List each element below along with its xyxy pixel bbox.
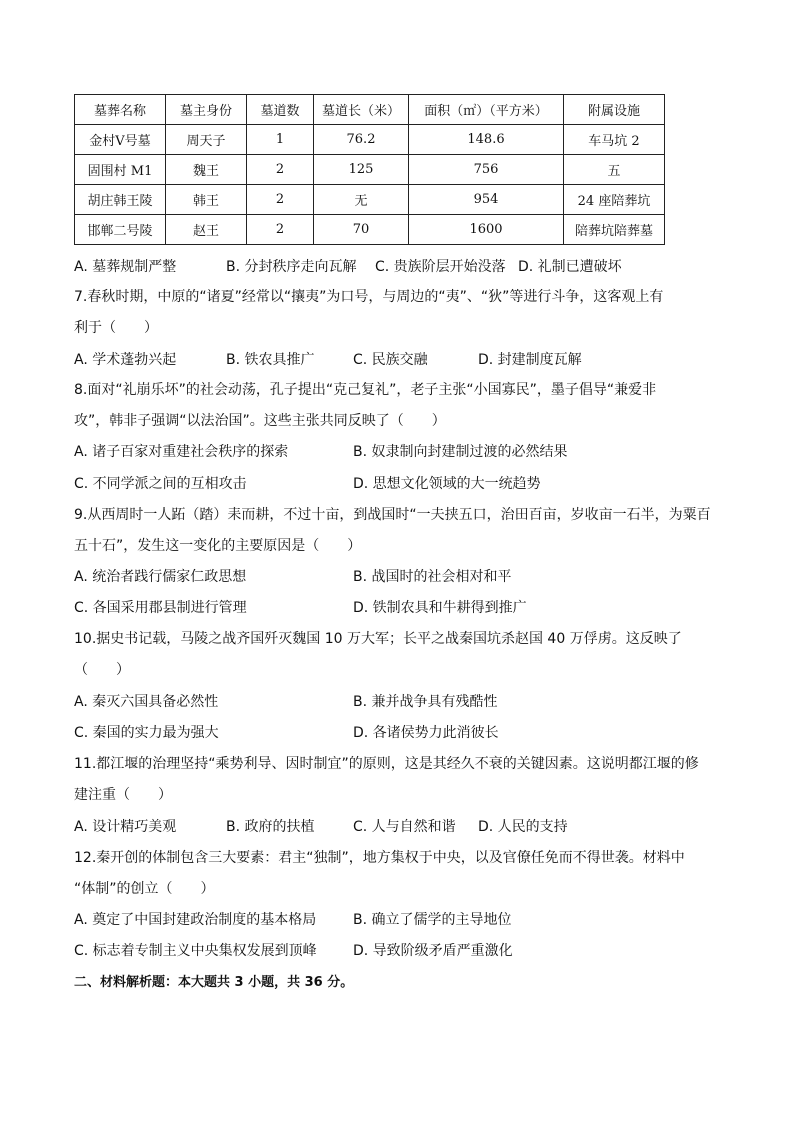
table-cell: 邯郸二号陵 [75,215,166,245]
q11-stem-line1: 11.都江堰的治理坚持“乘势利导、因时制宜”的原则，这是其经久不衰的关键因素。这说明都江堰的修 [74,756,699,772]
table-header: 面积（㎡）（平方米） [409,95,564,125]
q12-stem-line1: 12.秦开创的体制包含三大要素：君主“独制”，地方集权于中央，以及官僚任免而不得世袭。材料中 [74,850,685,866]
table-cell: 魏王 [166,155,247,185]
q10-stem-line2: （ ） [74,662,130,678]
q10-option-b: B. 兼并战争具有残酷性 [353,694,498,710]
table-cell: 固围村 M1 [75,155,166,185]
q12-option-a: A. 奠定了中国封建政治制度的基本格局 [74,912,317,928]
q8-option-d: D. 思想文化领域的大一统趋势 [353,476,541,492]
q7-option-c: C. 民族交融 [353,352,428,368]
table-cell: 韩王 [166,185,247,215]
q10-stem-line1: 10.据史书记载，马陵之战齐国歼灭魏国 10 万大军；长平之战秦国坑杀赵国 40 万俘虏。这反映了 [74,631,682,647]
table-cell: 148.6 [409,125,564,155]
q7-stem-line2: 利于（ ） [74,320,158,336]
q10-option-c: C. 秦国的实力最为强大 [74,725,219,741]
q9-stem-line1: 9.从西周时一人跖（踏）耒而耕，不过十亩，到战国时“一夫挟五口，治田百亩，岁收亩一石半，为粟百 [74,507,711,523]
q6-option-a: A. 墓葬规制严整 [74,259,177,275]
q11-option-d: D. 人民的支持 [478,819,568,835]
table-header: 墓道长（米） [314,95,409,125]
q11-option-a: A. 设计精巧美观 [74,819,177,835]
q8-option-b: B. 奴隶制向封建制过渡的必然结果 [353,444,568,460]
table-cell: 125 [314,155,409,185]
table-header-row [75,95,665,125]
burial-table [74,94,665,245]
table-header: 墓葬名称 [75,95,166,125]
table-cell: 2 [247,215,314,245]
q7-stem-line1: 7.春秋时期，中原的“诸夏”经常以“攘夷”为口号，与周边的“夷”、“狄”等进行斗争，这客观上有 [74,289,664,305]
q11-stem-line2: 建注重（ ） [74,787,172,803]
table-cell: 954 [409,185,564,215]
q6-option-b: B. 分封秩序走向瓦解 [226,259,357,275]
q7-option-a: A. 学术蓬勃兴起 [74,352,177,368]
table-cell: 76.2 [314,125,409,155]
q10-option-a: A. 秦灭六国具备必然性 [74,694,219,710]
table-cell: 金村Ⅴ号墓 [75,125,166,155]
q9-option-d: D. 铁制农具和牛耕得到推广 [353,600,527,616]
q7-option-b: B. 铁农具推广 [226,352,315,368]
q9-stem-line2: 五十石”，发生这一变化的主要原因是（ ） [74,538,362,554]
table-cell: 1 [247,125,314,155]
table-row [75,155,665,185]
q9-option-a: A. 统治者践行儒家仁政思想 [74,569,247,585]
table-cell: 周天子 [166,125,247,155]
table-cell: 赵王 [166,215,247,245]
table-cell: 1600 [409,215,564,245]
table-row [75,215,665,245]
q12-option-c: C. 标志着专制主义中央集权发展到顶峰 [74,943,317,959]
q8-stem-line1: 8.面对“礼崩乐坏”的社会动荡，孔子提出“克己复礼”，老子主张“小国寡民”，墨子倡导“兼爱非 [74,382,657,398]
table-cell: 756 [409,155,564,185]
table-header: 附属设施 [564,95,665,125]
table-cell: 车马坑 2 [564,125,665,155]
table-cell: 2 [247,185,314,215]
table-row [75,185,665,215]
q11-option-b: B. 政府的扶植 [226,819,315,835]
section-heading: 二、材料解析题：本大题共 3 小题，共 36 分。 [74,975,354,990]
q9-option-c: C. 各国采用郡县制进行管理 [74,600,247,616]
q7-option-d: D. 封建制度瓦解 [478,352,582,368]
table-cell: 70 [314,215,409,245]
q8-stem-line2: 攻”，韩非子强调“以法治国”。这些主张共同反映了（ ） [74,413,446,429]
q9-option-b: B. 战国时的社会相对和平 [353,569,512,585]
table-header: 墓主身份 [166,95,247,125]
table-cell: 24 座陪葬坑 [564,185,665,215]
table-cell: 五 [564,155,665,185]
q6-option-d: D. 礼制已遭破坏 [518,259,622,275]
q8-option-c: C. 不同学派之间的互相攻击 [74,476,247,492]
table-cell: 陪葬坑陪葬墓 [564,215,665,245]
table-row [75,125,665,155]
table-cell: 无 [314,185,409,215]
q6-option-c: C. 贵族阶层开始没落 [375,259,506,275]
table-cell: 胡庄韩王陵 [75,185,166,215]
q12-stem-line2: “体制”的创立（ ） [74,881,215,897]
q8-option-a: A. 诸子百家对重建社会秩序的探索 [74,444,289,460]
q12-option-b: B. 确立了儒学的主导地位 [353,912,512,928]
q11-option-c: C. 人与自然和谐 [353,819,456,835]
q10-option-d: D. 各诸侯势力此消彼长 [353,725,499,741]
table-cell: 2 [247,155,314,185]
q12-option-d: D. 导致阶级矛盾严重激化 [353,943,513,959]
table-header: 墓道数 [247,95,314,125]
